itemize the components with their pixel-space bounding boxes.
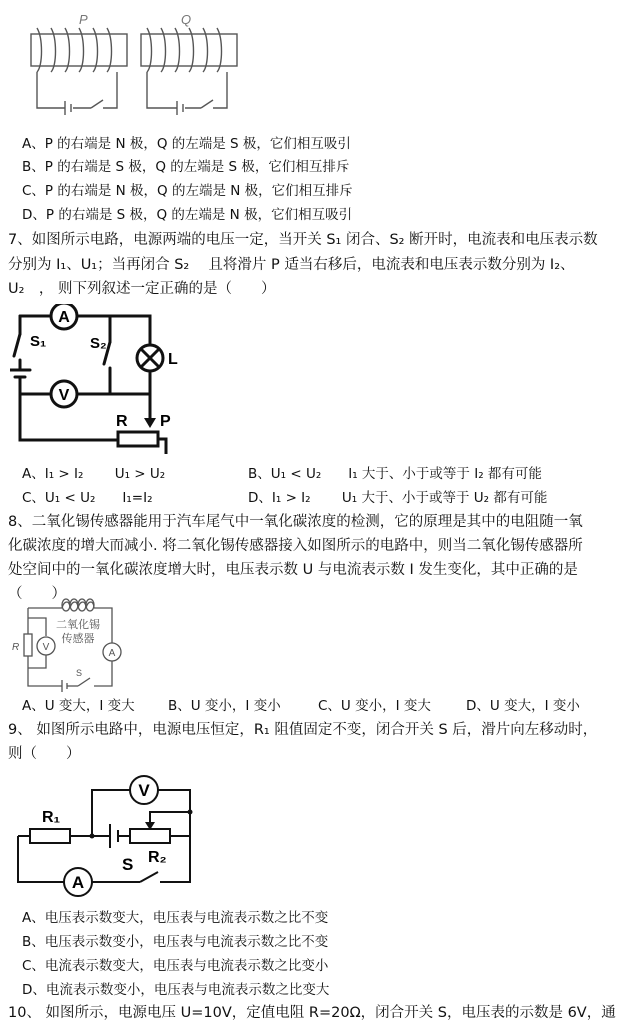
q8-stem-line-2: 化碳浓度的增大而减小. 将二氧化锡传感器接入如图所示的电路中，则当二氧化锡传感器所 — [8, 538, 583, 554]
q8-ammeter-label: A — [108, 648, 116, 659]
q9-stem-line-2: 则（ ） — [8, 746, 81, 762]
q8-stem-line-4: （ ） — [8, 586, 66, 602]
q7-stem-line-2: 分别为 I₁、U₁；当再闭合 S₂ 且将滑片 P 适当右移后，电流表和电压表示数分别为 I₂、 — [8, 257, 575, 273]
q7-s1-label: S₁ — [30, 333, 47, 350]
q8-sensor-label-1: 二氧化锡 — [56, 619, 100, 631]
q6-option-a: A、P 的右端是 N 极，Q 的左端是 S 极，它们相互吸引 — [22, 136, 351, 152]
q8-option-d: D、U 变大，I 变小 — [466, 698, 580, 714]
q7-option-c: C、U₁ < U₂ I₁=I₂ — [22, 490, 153, 506]
q9-option-c: C、电流表示数变大，电压表与电流表示数之比变小 — [22, 958, 329, 974]
q7-ammeter-label: A — [58, 309, 70, 326]
q8-voltmeter-label: V — [42, 642, 50, 653]
q8-option-b: B、U 变小，I 变小 — [168, 698, 281, 714]
q7-option-b: B、U₁ < U₂ I₁ 大于、小于或等于 I₂ 都有可能 — [248, 466, 542, 482]
q9-stem-line-1: 9、 如图所示电路中，电源电压恒定，R₁ 阻值固定不变，闭合开关 S 后，滑片向左移动时， — [8, 722, 598, 738]
q8-option-c: C、U 变小，I 变大 — [318, 698, 431, 714]
q9-r2-label: R₂ — [148, 849, 167, 866]
q9-option-b: B、电压表示数变小，电压表与电流表示数之比不变 — [22, 934, 329, 950]
q7-resistor-label: R — [116, 413, 128, 430]
q8-circuit-figure — [12, 598, 127, 693]
q6-label-p: P — [79, 12, 88, 27]
q8-stem-line-1: 8、二氧化锡传感器能用于汽车尾气中一氧化碳浓度的检测，它的原理是其中的电阻随一氧 — [8, 514, 583, 530]
q8-option-a: A、U 变大，I 变大 — [22, 698, 135, 714]
q6-option-c: C、P 的右端是 N 极，Q 的左端是 N 极，它们相互排斥 — [22, 183, 353, 199]
q7-s2-label: S₂ — [90, 335, 107, 352]
q6-option-d: D、P 的右端是 S 极，Q 的左端是 N 极，它们相互吸引 — [22, 207, 353, 223]
q10-stem-line-1: 10、 如图所示，电源电压 U=10V，定值电阻 R=20Ω，闭合开关 S，电压表的示数是 6V，通 — [8, 1005, 616, 1021]
q7-option-d: D、I₁ > I₂ U₁ 大于、小于或等于 U₂ 都有可能 — [248, 490, 548, 506]
q7-slider-label: P — [160, 413, 171, 430]
q9-option-d: D、电流表示数变小，电压表与电流表示数之比变大 — [22, 982, 330, 998]
q6-solenoid-figure — [15, 8, 245, 120]
q8-stem-line-3: 处空间中的一氧化碳浓度增大时，电压表示数 U 与电流表示数 I 发生变化，其中正确的是 — [8, 562, 578, 578]
q9-r1-label: R₁ — [42, 809, 61, 826]
q9-circuit-figure — [12, 770, 202, 898]
q7-stem-line-1: 7、如图所示电路，电源两端的电压一定，当开关 S₁ 闭合、S₂ 断开时，电流表和电压表示数 — [8, 232, 598, 248]
q9-voltmeter-label: V — [138, 781, 150, 800]
q8-r-label: R — [12, 642, 20, 653]
q9-option-a: A、电压表示数变大，电压表与电流表示数之比不变 — [22, 910, 329, 926]
q6-option-b: B、P 的右端是 S 极，Q 的左端是 S 极，它们相互排斥 — [22, 159, 350, 175]
q8-sensor-label-2: 传感器 — [61, 633, 95, 645]
q7-lamp-label: L — [168, 351, 178, 368]
q8-switch-label: S — [76, 668, 83, 678]
q7-voltmeter-label: V — [58, 387, 70, 404]
q9-switch-label: S — [122, 855, 134, 874]
q9-ammeter-label: A — [71, 873, 85, 892]
q7-option-a: A、I₁ > I₂ U₁ > U₂ — [22, 466, 166, 482]
q7-stem-line-3: U₂ ， 则下列叙述一定正确的是（ ） — [8, 281, 276, 297]
q6-label-q: Q — [181, 12, 192, 27]
q7-circuit-figure — [10, 304, 180, 454]
